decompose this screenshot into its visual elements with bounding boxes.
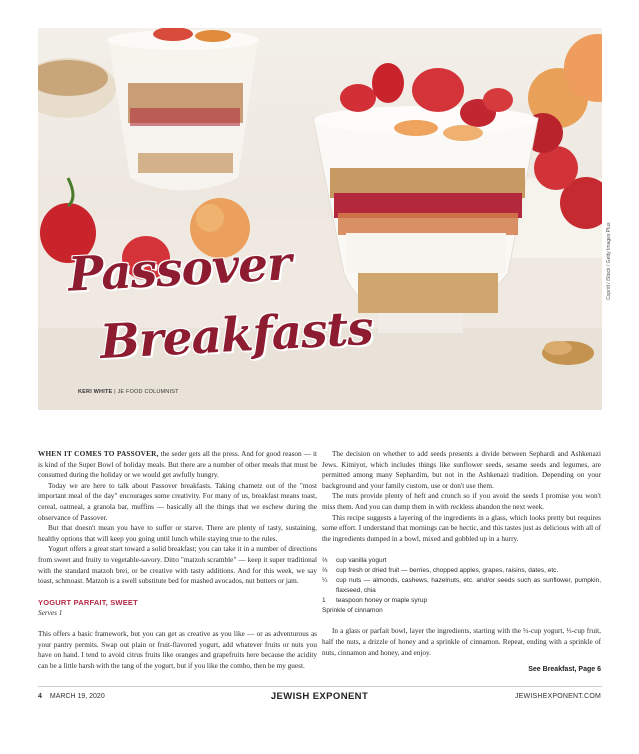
- recipe-title: YOGURT PARFAIT, SWEET: [38, 597, 138, 607]
- recipe-serves: Serves 1: [38, 609, 63, 618]
- continuation-link[interactable]: See Breakfast, Page 6: [528, 666, 601, 673]
- ingredient-item: [322, 556, 601, 566]
- byline-role: | JE FOOD COLUMNIST: [114, 389, 179, 395]
- ingredient-qty: ¼: [322, 577, 328, 585]
- paragraph-4: Yogurt offers a great start toward a solid breakfast; you can take it in a number of directions from sweet and fruity to vegetable-savory. Ditto "matzoh scramble" — keep it super traditional with the standard matzoh brei, or be creative with tasty additions. And for this week, we say toast, schmoast. Matzoh is a swell substitute bed for mashed avocados, nut butters or jam.: [38, 545, 317, 586]
- footer-divider: [38, 686, 602, 687]
- paragraph-6: The decision on whether to add seeds presents a divide between Sephardi and Ashkenazi Jews. Kitniyot, which includes things like sunflower seeds, sesame seeds and legumes, are permitted among many Sephardim, but not in the Ashkenazi tradition. Depending on your background and your family custom, use or don't use them.: [322, 450, 601, 490]
- paragraph-9: In a glass or parfait bowl, layer the ingredients, starting with the ⅓-cup yogurt, ⅓-cup fruit, half the nuts, a drizzle of honey and a sprinkle of cinnamon. Repeat, ending with a sprinkle of nuts, cinnamon and honey, and enjoy.: [322, 627, 601, 657]
- page-number: 4: [38, 693, 42, 700]
- ingredient-item: [322, 606, 601, 616]
- ingredient-text: Sprinkle of cinnamon: [322, 607, 383, 615]
- paragraph-1: [38, 449, 317, 481]
- website-url[interactable]: JEWISHEXPONENT.COM: [514, 693, 601, 700]
- paragraph-1-text: the seder gets all the press. And for good reason — it is kind of the Super Bowl of holiday meals. But there are a number of other meals that must be consumed during the holiday or we would get awfully hungry.: [38, 450, 318, 480]
- ingredient-qty: ⅔: [322, 557, 328, 565]
- headline-line-2: Breakfasts: [98, 300, 374, 371]
- photo-credit: Coprid / iStock / Getty Images Plus: [606, 222, 612, 300]
- byline-author: KERI WHITE: [78, 389, 113, 395]
- byline: [78, 389, 179, 395]
- hero-photo: [38, 28, 602, 410]
- headline-line-1: Passover: [66, 236, 293, 303]
- ingredient-text: teaspoon honey or maple syrup: [336, 597, 428, 605]
- paragraph-5: This offers a basic framework, but you can get as creative as you like — or as adventurous as your pantry permits. Swap out plain or fruit-flavored yogurt, add whatever fruits or nuts you have on hand. I tend to avoid citrus fruits like oranges and grapefruits here because the acidity can be a little harsh with the tang of the yogurt, but if you like the combo, then be my guest.: [38, 629, 317, 670]
- ingredient-text: cup nuts — almonds, cashews, hazelnuts, etc. and/or seeds such as sunflower, pumpkin, flaxseed, chia: [336, 577, 601, 595]
- paragraph-3: But that doesn't mean you have to suffer or starve. There are plenty of tasty, sustaining, healthy options that will keep you going until lunch while staying true to the rules.: [38, 524, 317, 543]
- paragraph-2: Today we are here to talk about Passover breakfasts. Taking chametz out of the "most important meal of the day" encourages some creativity. For many of us, breakfast means toast, cereal, oatmeal, a granola bar, muffins — basically all the things that we eschew during the observance of Passover.: [38, 481, 317, 522]
- ingredient-qty: ⅔: [322, 567, 328, 575]
- article-column-2: [322, 449, 601, 658]
- ingredient-item: [322, 596, 601, 606]
- paragraph-8: This recipe suggests a layering of the ingredients in a glass, which looks pretty but requires some effort. I understand that mornings can be hectic, and this tastes just as delicious with all of the ingredients dumped in a bowl, mixed and gobbled up in a hurry.: [322, 513, 601, 543]
- issue-date: MARCH 19, 2020: [49, 693, 105, 700]
- article-column-1: [38, 449, 317, 671]
- ingredient-qty: 1: [322, 597, 326, 605]
- lead-in: WHEN IT COMES TO PASSOVER,: [38, 450, 159, 458]
- ingredient-item: [322, 566, 601, 576]
- ingredient-list: [322, 556, 601, 616]
- publication-name: JEWISH EXPONENT: [270, 691, 369, 702]
- ingredient-text: cup vanilla yogurt: [336, 557, 387, 565]
- ingredient-item: [322, 576, 601, 596]
- paragraph-7: The nuts provide plenty of heft and crunch so if you avoid the seeds I promise you won't miss them. And you can dump them in with reckless abandon the next week.: [322, 492, 601, 511]
- ingredient-text: cup fresh or dried fruit — berries, chopped apples, grapes, raisins, dates, etc.: [336, 567, 559, 575]
